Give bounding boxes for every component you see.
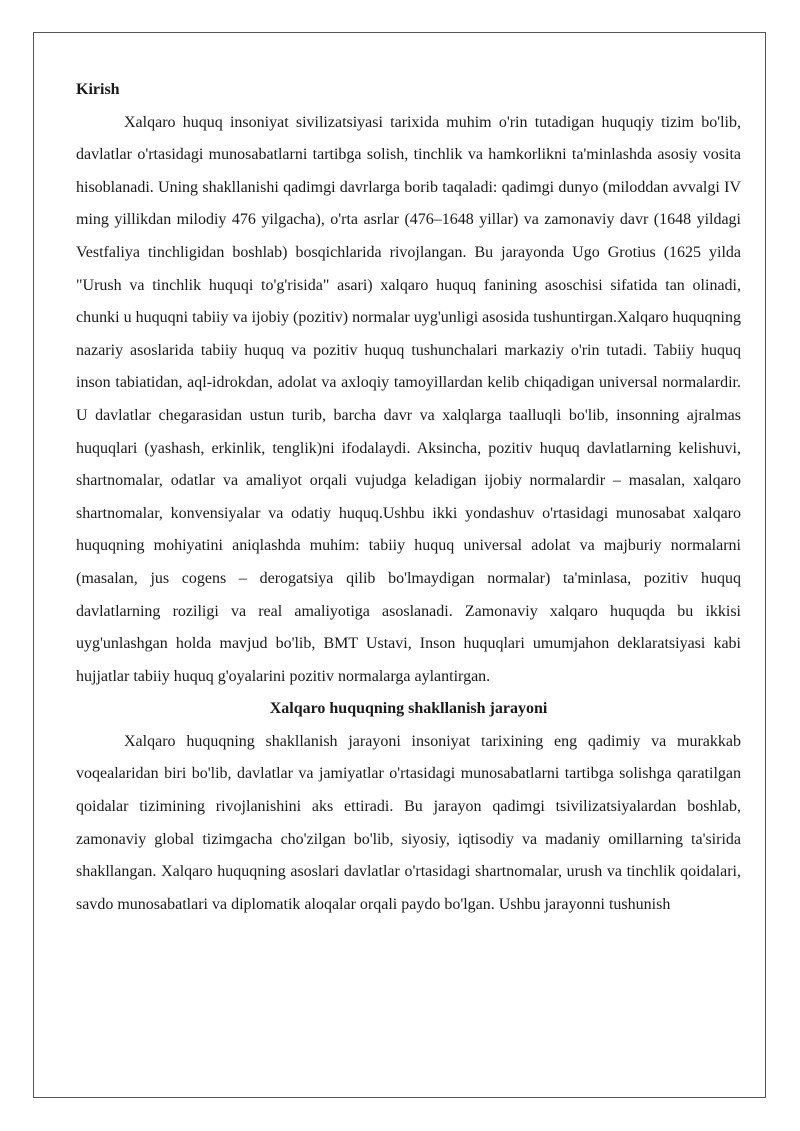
section-paragraph: Xalqaro huquqning shakllanish jarayoni insoniyat tarixining eng qadimiy va murakkab voqealaridan biri bo'lib, davlatlar va jamiyatlar o'rtasidagi munosabatlarni tartibga solishga qaratilgan qoidalar tizimining rivojlanishini aks ettiradi. Bu jarayon qadimgi tsivilizatsiyalardan boshlab, zamonaviy global tizimgacha cho'zilgan bo'lib, siyosiy, iqtisodiy va madaniy omillarning ta'sirida shakllangan. Xalqaro huquqning asoslari davlatlar o'rtasidagi shartnomalar, urush va tinchlik qoidalari, savdo munosabatlari va diplomatik aloqalar orqali paydo bo'lgan. Ushbu jarayonni tushunish — [76, 732, 741, 913]
section-heading: Xalqaro huquqning shakllanish jarayoni — [269, 700, 548, 718]
intro-heading: Kirish — [76, 81, 120, 98]
document-body — [76, 74, 741, 921]
intro-paragraph: Xalqaro huquq insoniyat sivilizatsiyasi tarixida muhim o'rin tutadigan huquqiy tizim bo'lib, davlatlar o'rtasidagi munosabatlarni tartibga solish, tinchlik va hamkorlikni ta'minlashda asosiy vosita hisoblanadi. Uning shakllanishi qadimgi davrlarga borib taqaladi: qadimgi dunyo (miloddan avvalgi IV ming yillikdan milodiy 476 yilgacha), o'rta asrlar (476–1648 yillar) va zamonaviy davr (1648 yildagi Vestfaliya tinchligidan boshlab) bosqichlarida rivojlangan. Bu jarayonda Ugo Grotius (1625 yilda "Urush va tinchlik huquqi to'g'risida" asari) xalqaro huquq fanining asoschisi sifatida tan olinadi, chunki u huquqni tabiiy va ijobiy (pozitiv) normalar uyg'unligi asosida tushuntirgan.Xalqaro huquqning nazariy asoslarida tabiiy huquq va pozitiv huquq tushunchalari markaziy o'rin tutadi. Tabiiy huquq inson tabiatidan, aql-idrokdan, adolat va axloqiy tamoyillardan kelib chiqadigan universal normalardir. U davlatlar chegarasidan ustun turib, barcha davr va xalqlarga taalluqli bo'lib, insonning ajralmas huquqlari (yashash, erkinlik, tenglik)ni ifodalaydi. Aksincha, pozitiv huquq davlatlarning kelishuvi, shartnomalar, odatlar va amaliyot orqali vujudga keladigan ijobiy normalardir – masalan, xalqaro shartnomalar, konvensiyalar va odatiy huquq.Ushbu ikki yondashuv o'rtasidagi munosabat xalqaro huquqning mohiyatini aniqlashda muhim: tabiiy huquq universal adolat va majburiy normalarni (masalan, jus cogens – derogatsiya qilib bo'lmaydigan normalar) ta'minlasa, pozitiv huquq davlatlarning roziligi va real amaliyotiga asoslanadi. Zamonaviy xalqaro huquqda bu ikkisi uyg'unlashgan holda mavjud bo'lib, BMT Ustavi, Inson huquqlari umumjahon deklaratsiyasi kabi hujjatlar tabiiy huquq g'oyalarini pozitiv normalarga aylantirgan. — [76, 113, 741, 685]
